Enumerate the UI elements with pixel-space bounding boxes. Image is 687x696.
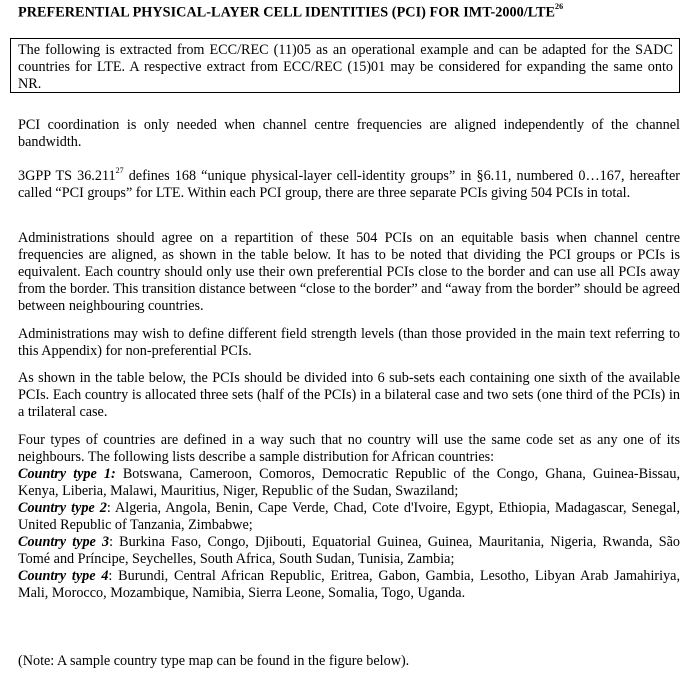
country-type-3: Country type 3: Burkina Faso, Congo, Djibouti, Equatorial Guinea, Guinea, Mauritania, Nigeria, Rwanda, São Tomé and Príncipe, Seychelles, South Africa, South Sudan, Tunisia, Zambia; — [18, 534, 680, 567]
paragraph-pci-coordination: PCI coordination is only needed when channel centre frequencies are aligned independently of the channel bandwidth. — [18, 117, 680, 150]
country-type-1-list: Botswana, Cameroon, Comoros, Democratic Republic of the Congo, Ghana, Guinea-Bissau, Kenya, Liberia, Malawi, Mauritius, Niger, Republic of the Sudan, Swaziland; — [18, 466, 680, 499]
country-type-2-list: Algeria, Angola, Benin, Cape Verde, Chad, Cote d'Ivoire, Egypt, Ethiopia, Madagascar, Senegal, United Republic of Tanzania, Zimbabwe; — [18, 500, 680, 533]
country-type-4-list: Burundi, Central African Republic, Eritrea, Gabon, Gambia, Lesotho, Libyan Arab Jamahiriya, Mali, Morocco, Mozambique, Namibia, Sierra Leone, Somalia, Togo, Uganda. — [18, 568, 681, 601]
heading-footnote-ref: 26 — [555, 2, 564, 11]
paragraph-pci-groups — [18, 168, 680, 202]
country-type-3-label: Country type 3 — [18, 534, 110, 550]
country-type-1-label: Country type 1 — [18, 466, 112, 482]
paragraph-figure-note: (Note: A sample country type map can be found in the figure below). — [18, 653, 410, 669]
country-type-4-label: Country type 4 — [18, 568, 109, 584]
section-heading — [18, 4, 563, 22]
paragraph-field-strength: Administrations may wish to define different field strength levels (than those provided in the main text referring to this Appendix) for non-preferential PCIs. — [18, 326, 680, 359]
heading-title: PREFERENTIAL PHYSICAL-LAYER CELL IDENTITIES (PCI) FOR IMT-2000/LTE — [18, 4, 556, 21]
paragraph-country-types-intro: Four types of countries are defined in a way such that no country will use the same code set as any one of its neighbours. The following lists describe a sample distribution for African countries: — [18, 432, 680, 465]
paragraph-repartition: Administrations should agree on a repartition of these 504 PCIs on an equitable basis when channel centre frequencies are aligned, as shown in the table below. It has to be noted that dividing the PCI groups or PCIs is equivalent. Each country should only use their own preferential PCIs close to the border and can use all PCIs away from the border. This transition distance between “close to the border” and “away from the border” should be agreed between neighbouring countries. — [18, 230, 680, 314]
country-type-4: Country type 4: Burundi, Central African Republic, Eritrea, Gabon, Gambia, Lesotho, Libyan Arab Jamahiriya, Mali, Morocco, Mozambique, Namibia, Sierra Leone, Somalia, Togo, Uganda. — [18, 568, 681, 601]
country-type-2-label: Country type 2 — [18, 500, 107, 516]
extract-note-text: The following is extracted from ECC/REC (11)05 as an operational example and can be adapted for the SADC countries for LTE. A respective extract from ECC/REC (15)01 may be considered for expanding the same onto NR. — [18, 42, 673, 92]
footnote-ref-27: 27 — [115, 166, 124, 176]
country-type-2: Country type 2: Algeria, Angola, Benin, Cape Verde, Chad, Cote d'Ivoire, Egypt, Ethiopia, Madagascar, Senegal, United Republic of Tanzania, Zimbabwe; — [18, 500, 680, 533]
country-type-1: Country type 1: Botswana, Cameroon, Comoros, Democratic Republic of the Congo, Ghana, Guinea-Bissau, Kenya, Liberia, Malawi, Mauritius, Niger, Republic of the Sudan, Swaziland; — [18, 466, 680, 499]
paragraph-pci-groups-prefix: 3GPP TS 36.211 — [18, 168, 116, 184]
paragraph-pci-groups-rest: defines 168 “unique physical-layer cell-identity groups” in §6.11, numbered 0…167, hereafter called “PCI groups” for LTE. Within each PCI group, there are three separate PCIs giving 504 PCIs in total. — [18, 168, 680, 201]
extract-note-box — [10, 38, 680, 93]
country-types-block — [18, 432, 680, 602]
country-type-3-list: Burkina Faso, Congo, Djibouti, Equatorial Guinea, Guinea, Mauritania, Nigeria, Rwanda, São Tomé and Príncipe, Seychelles, South Africa, South Sudan, Tunisia, Zambia; — [18, 534, 680, 567]
paragraph-sub-sets: As shown in the table below, the PCIs should be divided into 6 sub-sets each containing one sixth of the available PCIs. Each country is allocated three sets (half of the PCIs) in a bilateral case and two sets (one third of the PCIs) in a trilateral case. — [18, 370, 680, 420]
